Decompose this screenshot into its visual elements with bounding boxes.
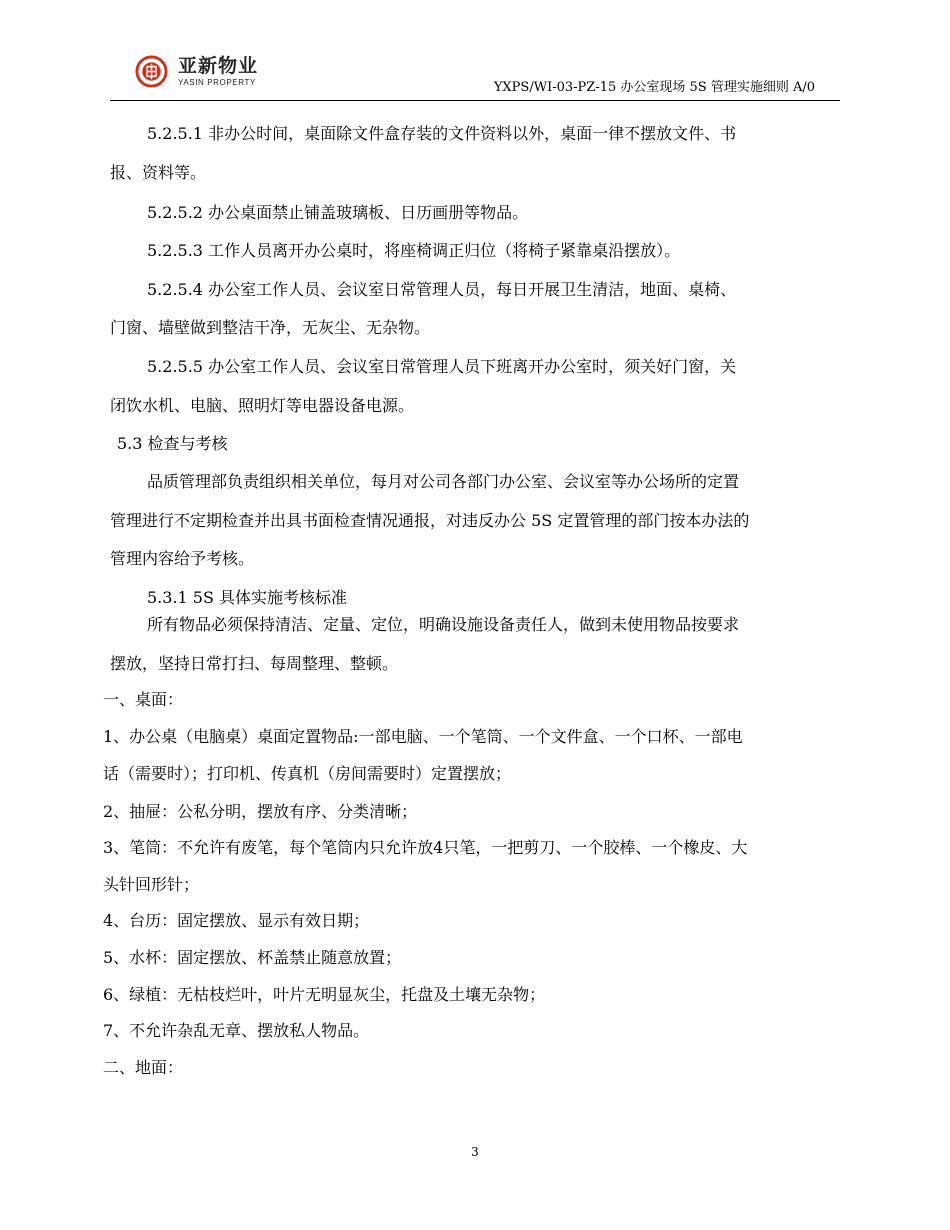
paragraph-5-2-5-5-cont: 闭饮水机、电脑、照明灯等电器设备电源。 (110, 396, 415, 415)
company-logo (135, 55, 260, 89)
header-divider (110, 100, 840, 101)
list-item-1-cont: 话（需要时）；打印机、传真机（房间需要时）定置摆放； (103, 764, 512, 783)
paragraph-standard: 所有物品必须保持清洁、定量、定位，明确设施设备责任人，做到未使用物品按要求 (147, 615, 740, 634)
list-item-1: 1、办公桌（电脑桌）桌面定置物品:一部电脑、一个笔筒、一个文件盒、一个口杯、一部电 (103, 727, 743, 746)
list-item-6: 6、绿植：无枯枝烂叶，叶片无明显灰尘，托盘及土壤无杂物； (103, 985, 546, 1004)
paragraph-5-2-5-4-cont: 门窗、墙壁做到整洁干净，无灰尘、无杂物。 (110, 318, 431, 337)
list-item-4: 4、台历：固定摆放、显示有效日期； (103, 911, 370, 930)
list-item-2: 2、抽屉：公私分明，摆放有序、分类清晰； (103, 802, 418, 821)
paragraph-quality-cont-2: 管理内容给予考核。 (110, 549, 255, 568)
section-desk: 一、桌面： (103, 690, 184, 709)
list-item-3-cont: 头针回形针； (103, 875, 200, 894)
paragraph-5-2-5-1: 5.2.5.1 非办公时间，桌面除文件盒存装的文件资料以外，桌面一律不摆放文件、书 (147, 124, 737, 143)
paragraph-quality-cont-1: 管理进行不定期检查并出具书面检查情况通报，对违反办公 5S 定置管理的部门按本办法的 (110, 511, 750, 530)
paragraph-5-2-5-5: 5.2.5.5 办公室工作人员、会议室日常管理人员下班离开办公室时，须关好门窗，关 (147, 357, 737, 376)
paragraph-quality: 品质管理部负责组织相关单位，每月对公司各部门办公室、会议室等办公场所的定置 (147, 472, 740, 491)
logo-english-name: YASIN PROPERTY (178, 78, 256, 87)
list-item-3: 3、笔筒：不允许有废笔，每个笔筒内只允许放4只笔，一把剪刀、一个胶棒、一个橡皮、大 (103, 838, 748, 857)
document-id-header: YXPS/WI-03-PZ-15 办公室现场 5S 管理实施细则 A/0 (493, 80, 815, 95)
heading-5-3-1: 5.3.1 5S 具体实施考核标准 (147, 588, 348, 607)
paragraph-5-2-5-2: 5.2.5.2 办公桌面禁止铺盖玻璃板、日历画册等物品。 (147, 203, 529, 222)
list-item-5: 5、水杯：固定摆放、杯盖禁止随意放置； (103, 948, 402, 967)
page-number: 3 (471, 1145, 479, 1159)
logo-chinese-name: 亚新物业 (178, 55, 259, 77)
list-item-7: 7、不允许杂乱无章、摆放私人物品。 (103, 1021, 370, 1040)
paragraph-5-2-5-4: 5.2.5.4 办公室工作人员、会议室日常管理人员，每日开展卫生清洁，地面、桌椅、 (147, 280, 737, 299)
paragraph-standard-cont: 摆放，坚持日常打扫、每周整理、整顿。 (110, 654, 399, 673)
logo-emblem-icon (135, 55, 168, 88)
section-floor: 二、地面： (103, 1058, 184, 1077)
heading-5-3: 5.3 检查与考核 (117, 434, 228, 453)
paragraph-5-2-5-3: 5.2.5.3 工作人员离开办公桌时，将座椅调正归位（将椅子紧靠桌沿摆放）。 (147, 241, 681, 260)
paragraph-5-2-5-1-cont: 报、资料等。 (110, 163, 207, 182)
